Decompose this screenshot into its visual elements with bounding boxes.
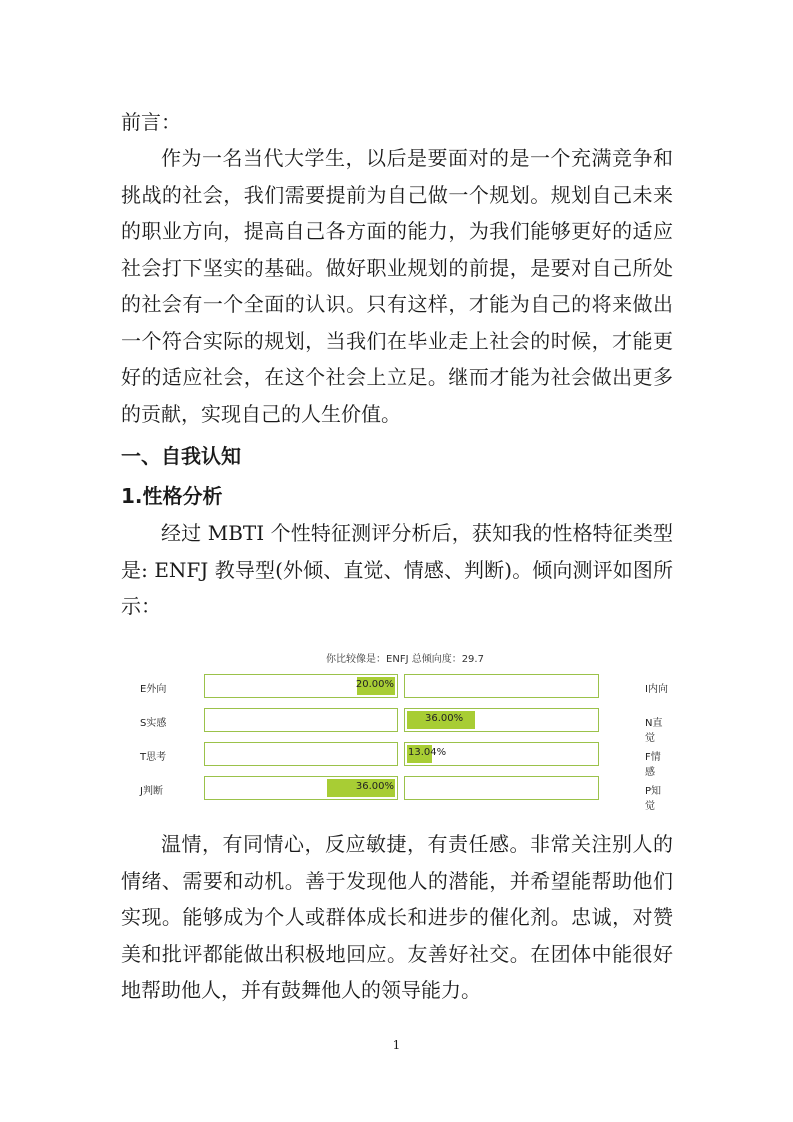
chart-bar-value-label: 36.00% <box>425 713 464 724</box>
chart-right-label: I内向 <box>645 684 668 695</box>
section-heading-self-awareness: 一、自我认知 <box>121 444 241 468</box>
chart-bar-value-label: 36.00% <box>355 781 394 792</box>
chart-row-ei <box>140 674 670 700</box>
chart-bar-value-label: 13.04% <box>408 747 447 758</box>
preface-label: 前言： <box>121 110 181 134</box>
chart-right-label: F情感 <box>645 752 661 778</box>
chart-left-label: T思考 <box>140 752 167 763</box>
mbti-chart <box>140 646 670 812</box>
chart-row-tf <box>140 742 670 778</box>
chart-left-label: J判断 <box>140 786 163 797</box>
chart-left-box <box>204 742 398 766</box>
chart-row-jp <box>140 776 670 812</box>
chart-right-label: N直觉 <box>645 718 663 744</box>
chart-title: 你比较像是：ENFJ 总倾向度：29.7 <box>326 654 484 665</box>
subsection-heading-personality: 1.性格分析 <box>121 484 223 508</box>
chart-left-box <box>204 708 398 732</box>
chart-left-label: S实感 <box>140 718 167 729</box>
chart-right-box <box>404 776 599 800</box>
mbti-paragraph: 经过 MBTI 个性特征测评分析后，获知我的性格特征类型是: ENFJ 教导型(外倾、直觉、情感、判断)。倾向测评如图所示： <box>121 521 673 618</box>
chart-right-box <box>404 742 599 766</box>
intro-paragraph: 作为一名当代大学生，以后是要面对的是一个充满竞争和挑战的社会，我们需要提前为自己做一个规划。规划自己未来的职业方向，提高自己各方面的能力，为我们能够更好的适应社会打下坚实的基础。做好职业规划的前提，是要对自己所处的社会有一个全面的认识。只有这样，才能为自己的将来做出一个符合实际的规划，当我们在毕业走上社会的时候，才能更好的适应社会，在这个社会上立足。继而才能为社会做出更多的贡献，实现自己的人生价值。 <box>121 146 673 426</box>
chart-right-box <box>404 708 599 732</box>
chart-left-label: E外向 <box>140 684 167 695</box>
chart-left-box <box>204 674 398 698</box>
page-number: 1 <box>392 1038 401 1052</box>
chart-bar-value-label: 20.00% <box>355 679 394 690</box>
chart-right-label: P知觉 <box>645 786 662 812</box>
chart-row-sn <box>140 708 670 744</box>
personality-description-paragraph: 温情，有同情心，反应敏捷，有责任感。非常关注别人的情绪、需要和动机。善于发现他人的潜能，并希望能帮助他们实现。能够成为个人或群体成长和进步的催化剂。忠诚，对赞美和批评都能做出积极地回应。友善好社交。在团体中能很好地帮助他人，并有鼓舞他人的领导能力。 <box>121 832 673 1002</box>
chart-right-box <box>404 674 599 698</box>
chart-left-box <box>204 776 398 800</box>
